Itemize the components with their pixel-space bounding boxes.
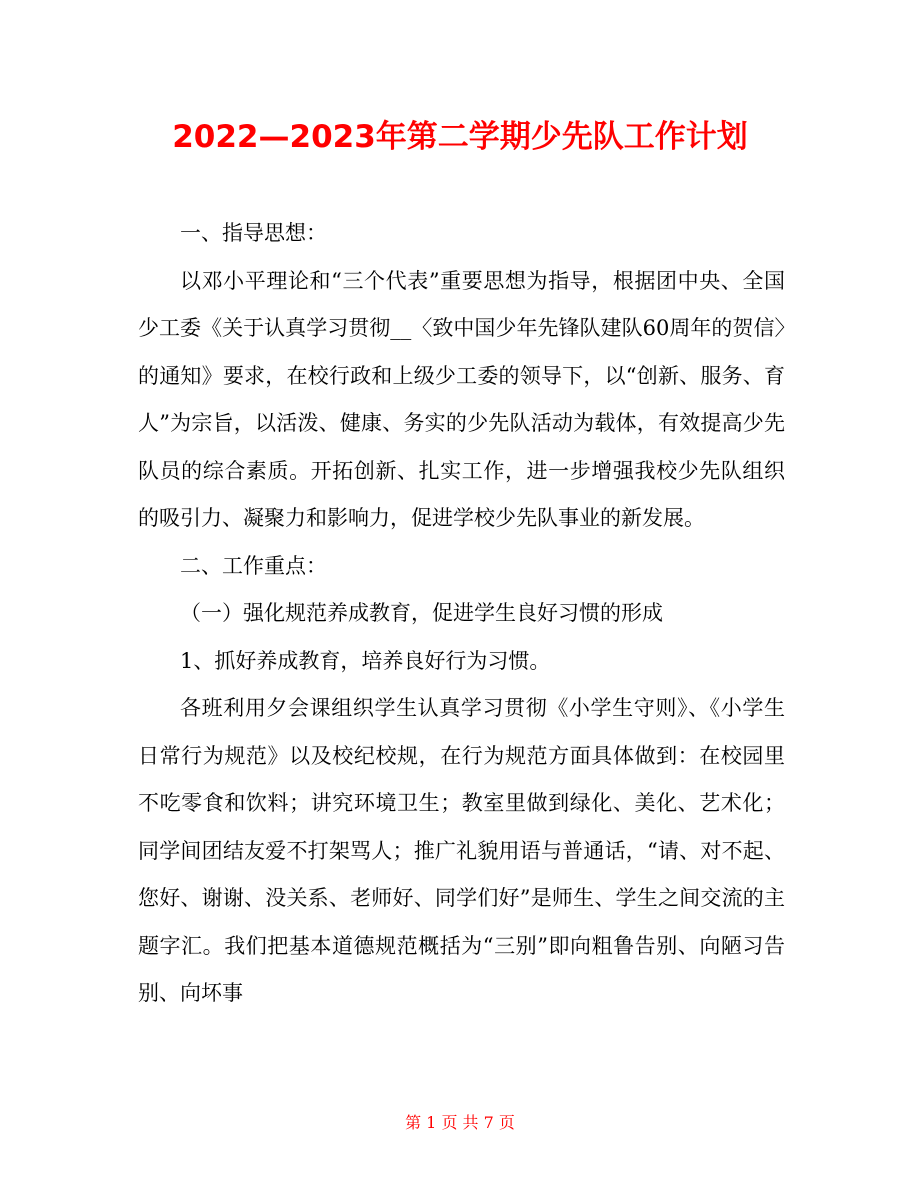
paragraph-behavior-norms: 各班利用夕会课组织学生认真学习贯彻《小学生守则》、《小学生日常行为规范》以及校纪校规，在行为规范方面具体做到：在校园里不吃零食和饮料；讲究环境卫生；教室里做到绿化、美化、艺术化；同学间团结友爱不打架骂人；推广礼貌用语与普通话，“请、对不起、您好、谢谢、没关系、老师好、同学们好”是师生、学生之间交流的主题字汇。我们把基本道德规范概括为“三别”即向粗鲁告别、向陋习告别、向坏事: [138, 696, 785, 1005]
section-heading-guiding-ideology: 一、指导思想：: [180, 221, 327, 245]
item-heading-habit-cultivation: 1、抓好养成教育，培养良好行为习惯。: [180, 648, 551, 673]
section-heading-work-focus: 二、工作重点：: [180, 553, 327, 578]
page-number-footer: 第 1 页 共 7 页: [405, 1113, 515, 1132]
document-title: 2022—2023年第二学期少先队工作计划: [172, 119, 748, 155]
subsection-heading-habit-education: （一）强化规范养成教育，促进学生良好习惯的形成: [180, 601, 663, 625]
document-body: [138, 210, 785, 1018]
paragraph-guiding-ideology: 以邓小平理论和“三个代表”重要思想为指导，根据团中央、全国少工委《关于认真学习贯彻__〈致中国少年先锋队建队60周年的贺信〉的通知》要求，在校行政和上级少工委的领导下，以“创新、服务、育人”为宗旨，以活泼、健康、务实的少先队活动为载体，有效提高少先队员的综合素质。开拓创新、扎实工作，进一步增强我校少先队组织的吸引力、凝聚力和影响力，促进学校少先队事业的新发展。: [138, 268, 785, 530]
